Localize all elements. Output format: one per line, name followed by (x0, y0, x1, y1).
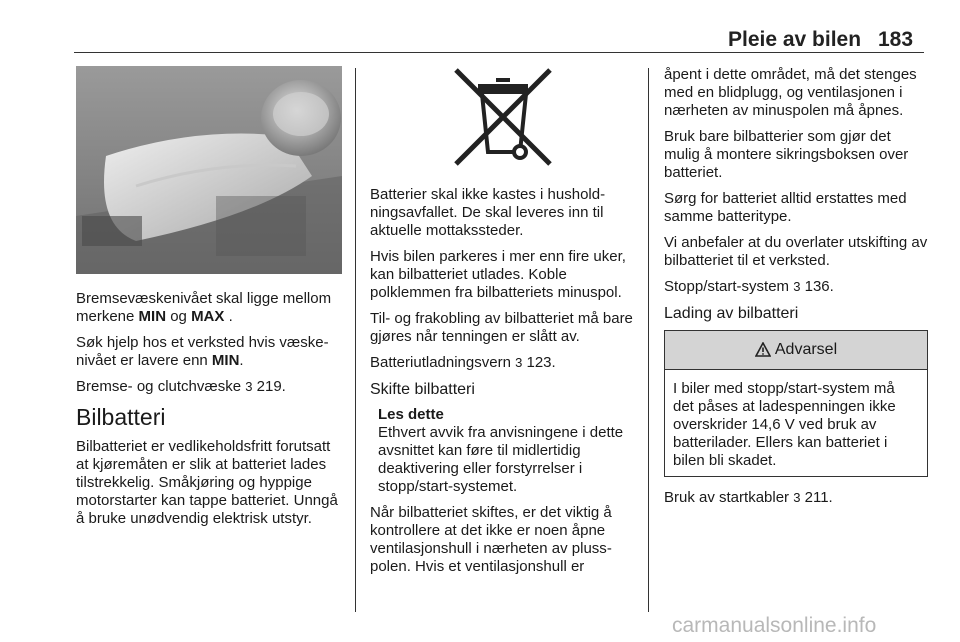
text: og (166, 308, 192, 325)
subsection-title-replace-battery: Skifte bilbatteri (370, 381, 475, 398)
text: Stopp/start-system (664, 278, 794, 295)
paragraph-discharge-protection-ref (370, 354, 636, 372)
warning-header (665, 331, 927, 370)
paragraph-parking: Hvis bilen parkeres i mer enn fire uker, kan bilbatteriet utlades. Koble polklemmen fra bilbatteriets minuspol. (370, 248, 626, 301)
page-ref-link[interactable]: 136. (804, 278, 834, 295)
page-header-title: Pleie av bilen (728, 28, 862, 51)
warning-box (664, 330, 928, 477)
text: Søk hjelp hos et verksted hvis væskenivået er lavere enn (76, 334, 329, 369)
paragraph-disconnect: Til- og frakobling av bilbatteriet må bare gjøres når tenningen er slått av. (370, 310, 633, 345)
page-number: 183 (878, 28, 914, 51)
paragraph-disposal: Batterier skal ikke kastes i husholdningsavfallet. De skal leveres inn til aktuelle mottakssteder. (370, 186, 606, 239)
max-mark: MAX (191, 308, 225, 325)
warning-body: I biler med stopp/start-system må det påses at ladespenningen ikke overskrider 14,6 V ved bruk av batterilader. Ellers kan batteriet i bilen bli skadet. (673, 380, 896, 469)
min-mark: MIN (211, 352, 240, 369)
page-ref-arrow-icon: 3 (793, 279, 801, 294)
brake-fluid-reservoir-photo (76, 66, 342, 274)
column-3 (664, 66, 928, 515)
paragraph-fuse-box: Bruk bare bilbatterier som gjør det mulig å montere sikringsboksen over batteriet. (664, 128, 909, 181)
column-1 (76, 66, 344, 536)
section-title-battery: Bilbatteri (76, 404, 166, 430)
text: Bremse- og clutchvæske (76, 378, 246, 395)
paragraph-brake-fluid-level (76, 290, 344, 326)
paragraph-ventilation: Når bilbatteriet skiftes, er det viktig å kontrollere at det ikke er noen åpne ventilasjonshull i nærheten av plusspolen. Hvis et ventilasjonshull er (370, 504, 612, 575)
page-ref-link[interactable]: 219. (256, 378, 286, 395)
note-body: Ethvert avvik fra anvisningene i dette avsnittet kan føre til midlertidig deaktivering eller forstyrrelser i stopp/start-systemet. (378, 424, 624, 495)
paragraph-jump-start-ref (664, 489, 928, 507)
paragraph-same-type: Sørg for batteriet alltid erstattes med samme batteritype. (664, 190, 907, 225)
page-ref-arrow-icon: 3 (793, 490, 801, 505)
crossed-out-wheelie-bin-icon (370, 66, 636, 170)
text: . (239, 352, 244, 369)
text: Bruk av startkabler (664, 489, 794, 506)
note-heading: Les dette (378, 406, 444, 423)
text: . (224, 308, 233, 325)
warning-triangle-icon (755, 342, 771, 358)
page-ref-link[interactable]: 123. (526, 354, 556, 371)
note-box (378, 406, 636, 496)
warning-title: Advarsel (774, 341, 838, 358)
text: Batteriutladningsvern (370, 354, 516, 371)
min-mark: MIN (138, 308, 167, 325)
page-ref-arrow-icon: 3 (515, 355, 523, 370)
page-ref-link[interactable]: 211. (804, 489, 833, 506)
paragraph-ventilation-cont: åpent i dette området, må det stenges med en blidplugg, og ventilasjonen i nærheten av minuspolen må åpnes. (664, 66, 917, 119)
paragraph-stop-start-ref (664, 278, 928, 296)
paragraph-brake-clutch-ref (76, 378, 344, 396)
column-divider-1 (355, 68, 356, 612)
column-divider-2 (648, 68, 649, 612)
page-ref-arrow-icon: 3 (245, 379, 253, 394)
paragraph-workshop-recommend: Vi anbefaler at du overlater utskifting av bilbatteriet til et verksted. (664, 234, 928, 269)
watermark: carmanualsonline.info (672, 614, 877, 637)
text: Bremsevæskenivået skal ligge mellom merkene (76, 290, 332, 325)
paragraph-battery-maintenance: Bilbatteriet er vedlikeholdsfritt forutsatt at kjøremåten er slik at batteriet lades tilstrekkelig. Småkjøring og hyppige motorstarter kan tappe batteriet. Unngå å bruke unødvendig elektrisk utstyr. (76, 438, 338, 527)
header-divider (74, 52, 924, 53)
column-2 (370, 66, 636, 584)
subsection-title-charging: Lading av bilbatteri (664, 305, 799, 322)
paragraph-workshop (76, 334, 344, 370)
